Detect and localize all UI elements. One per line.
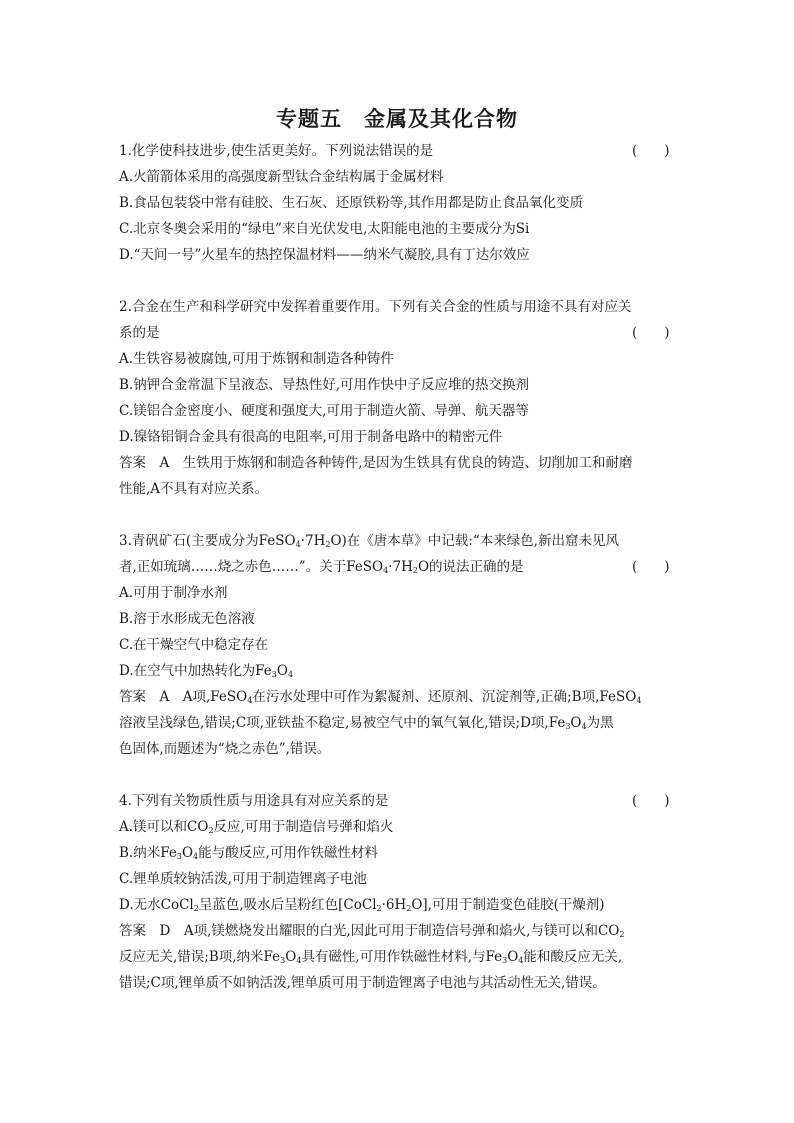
q3-option-b: B.溶于水形成无色溶液	[119, 611, 255, 627]
q1-answer-blank: ( )	[632, 143, 670, 159]
q3-stem-line1: 3.青矾矿石(主要成分为$FeSO_4\cdot 7H_2O$)在《唐本草》中记载:“本来绿色,新出窟未见风	[119, 533, 620, 549]
q4-answer-line2: 反应无关,错误;B项,纳米$Fe_3O_4$具有磁性,可用作铁磁性材料,与$Fe_3O_4$能和酸反应无关,	[119, 949, 623, 965]
q3-option-d: D.在空气中加热转化为$Fe_3O_4$	[119, 663, 294, 679]
q2-answer-line1: 答案 A 生铁用于炼钢和制造各种铸件,是因为生铁具有优良的铸造、切削加工和耐磨	[119, 455, 633, 471]
q1-option-b: B.食品包装袋中常有硅胶、生石灰、还原铁粉等,其作用都是防止食品氧化变质	[119, 195, 584, 211]
q2-answer-blank: ( )	[632, 325, 670, 341]
q2-option-a: A.生铁容易被腐蚀,可用于炼钢和制造各种铸件	[119, 351, 394, 367]
q3-option-c: C.在干燥空气中稳定存在	[119, 637, 269, 653]
q4-answer-blank: ( )	[632, 793, 670, 809]
q4-option-c: C.锂单质较钠活泼,可用于制造锂离子电池	[119, 871, 367, 887]
q3-answer-line3: 色固体,而题述为“烧之赤色”,错误。	[119, 741, 331, 757]
q2-option-b: B.钠钾合金常温下呈液态、导热性好,可用作快中子反应堆的热交换剂	[119, 377, 530, 393]
q1-option-c: C.北京冬奥会采用的“绿电”来自光伏发电,太阳能电池的主要成分为Si	[119, 221, 530, 237]
q2-option-d: D.镍铬铝铜合金具有很高的电阻率,可用于制备电路中的精密元件	[119, 429, 503, 445]
q4-answer-line3: 错误;C项,锂单质不如钠活泼,锂单质可用于制造锂离子电池与其活动性无关,错误。	[119, 975, 606, 991]
q2-option-c: C.镁铝合金密度小、硬度和强度大,可用于制造火箭、导弹、航天器等	[119, 403, 529, 419]
q1-option-a: A.火箭箭体采用的高强度新型钛合金结构属于金属材料	[119, 169, 444, 185]
q2-stem-line2: 系的是	[119, 325, 160, 341]
q1-stem: 1.化学使科技进步,使生活更美好。下列说法错误的是	[119, 143, 434, 159]
q3-option-a: A.可用于制净水剂	[119, 585, 228, 601]
q4-option-d: D.无水CoCl$_2$呈蓝色,吸水后呈粉红色$[CoCl_2\cdot 6H_2O]$,可用于制造变色硅胶(干燥剂)	[119, 897, 605, 913]
q2-stem-line1: 2.合金在生产和科学研究中发挥着重要作用。下列有关合金的性质与用途不具有对应关	[119, 299, 632, 315]
q1-option-d: D.“天问一号”火星车的热控保温材料——纳米气凝胶,具有丁达尔效应	[119, 247, 530, 263]
page-title: 专题五 金属及其化合物	[276, 107, 518, 131]
q3-answer-blank: ( )	[632, 559, 670, 575]
q3-answer-line2: 溶液呈浅绿色,错误;C项,亚铁盐不稳定,易被空气中的氧气氧化,错误;D项$,Fe_3O_4$为黑	[119, 715, 614, 731]
q4-option-a: A.镁可以和$CO_2$反应,可用于制造信号弹和焰火	[119, 819, 394, 835]
q4-answer-line1: 答案 D A项,镁燃烧发出耀眼的白光,因此可用于制造信号弹和焰火,与镁可以和$CO_2$	[119, 923, 625, 939]
q2-answer-line2: 性能,A不具有对应关系。	[119, 481, 269, 497]
q3-answer-line1: 答案 A A项,FeSO$_4$在污水处理中可作为絮凝剂、还原剂、沉淀剂等,正确;B项,FeSO$_4$	[119, 689, 642, 705]
q4-option-b: B.纳米$Fe_3O_4$能与酸反应,可用作铁磁性材料	[119, 845, 378, 861]
q3-stem-line2: 者,正如琉璃……烧之赤色……”。关于$FeSO_4\cdot 7H_2O$的说法正确的是	[119, 559, 524, 575]
q4-stem: 4.下列有关物质性质与用途具有对应关系的是	[119, 793, 389, 809]
